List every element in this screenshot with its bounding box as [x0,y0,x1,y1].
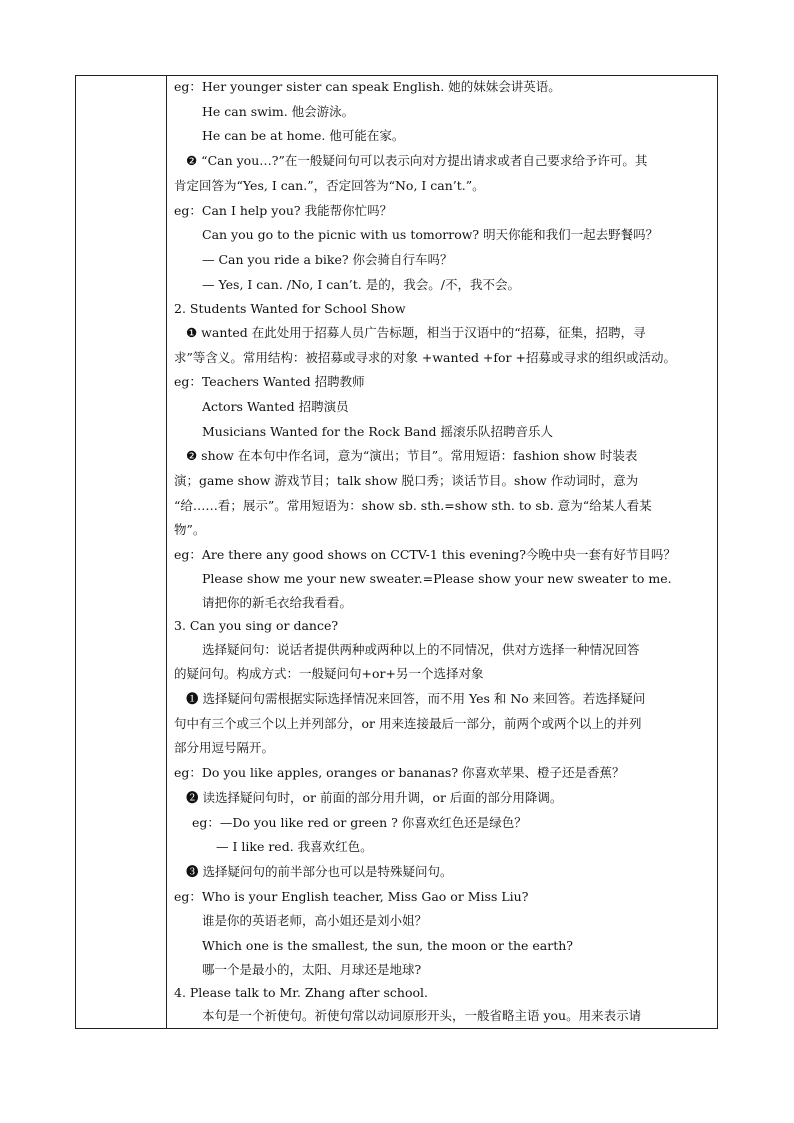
example-line: Which one is the smallest, the sun, the moon or the earth? [202,938,573,953]
note-line: 选择疑问句：说话者提供两种或两种以上的不同情况，供对方选择一种情况回答 [202,642,640,657]
example-line: Musicians Wanted for the Rock Band 摇滚乐队招聘音乐人 [202,424,554,439]
example-line: 请把你的新毛衣给我看看。 [202,595,353,610]
note-line: ❸ 选择疑问句的前半部分也可以是特殊疑问句。 [186,864,453,879]
example-line: eg：Do you like apples, oranges or bananas? 你喜欢苹果、橙子还是香蕉？ [174,765,625,780]
note-line: 物”。 [174,522,206,537]
section-heading: 3. Can you sing or dance? [174,618,339,633]
note-line: 演；game show 游戏节目；talk show 脱口秀；谈话节目。show 作动词时，意为 [174,473,639,488]
example-line: 哪一个是最小的，太阳、月球还是地球? [202,962,422,977]
note-line: 部分用逗号隔开。 [174,740,275,755]
note-line: 本句是一个祈使句。祈使句常以动词原形开头，一般省略主语 you。用来表示请 [202,1008,642,1023]
content-cell [174,76,716,1028]
note-line: 句中有三个或三个以上并列部分，or 用来连接最后一部分，前两个或两个以上的并列 [174,716,642,731]
example-line: eg：Her younger sister can speak English. 她的妹妹会讲英语。 [174,79,561,94]
example-line: eg：Are there any good shows on CCTV-1 this evening?今晚中央一套有好节目吗？ [174,547,676,562]
example-line: Actors Wanted 招聘演员 [202,399,349,414]
example-line: He can swim. 他会游泳。 [202,104,355,119]
example-line: Can you go to the picnic with us tomorrow? 明天你能和我们一起去野餐吗？ [202,227,659,242]
left-column-cell [76,76,167,1028]
section-heading: 2. Students Wanted for School Show [174,301,406,316]
note-line: ❷ show 在本句中作名词，意为“演出；节目”。常用短语：fashion show 时装表 [186,448,638,463]
section-heading: 4. Please talk to Mr. Zhang after school. [174,985,428,1000]
example-line: — I like red. 我喜欢红色。 [216,839,373,854]
example-line: Please show me your new sweater.=Please show your new sweater to me. [202,571,672,586]
note-line: 肯定回答为“Yes, I can.”，否定回答为“No, I can’t.”。 [174,178,485,193]
note-line: 求”等含义。常用结构：被招募或寻求的对象 +wanted +for +招募或寻求的组织或活动。 [174,350,676,365]
example-line: He can be at home. 他可能在家。 [202,128,405,143]
note-line: ❷ “Can you…?”在一般疑问句可以表示向对方提出请求或者自己要求给予许可。其 [186,153,648,168]
example-line: — Yes, I can. /No, I can’t. 是的，我会。/不，我不会。 [202,277,520,292]
example-line: — Can you ride a bike? 你会骑自行车吗？ [202,252,453,267]
example-line: eg：Who is your English teacher, Miss Gao or Miss Liu? [174,889,529,904]
note-line: ❶ 选择疑问句需根据实际选择情况来回答，而不用 Yes 和 No 来回答。若选择疑问 [186,691,646,706]
note-line: “给……看；展示”。常用短语为：show sb. sth.=show sth. to sb. 意为“给某人看某 [174,498,652,513]
example-line: eg：Can I help you? 我能帮你忙吗？ [174,203,393,218]
note-line: ❶ wanted 在此处用于招募人员广告标题，相当于汉语中的“招募，征集，招聘，寻 [186,325,646,340]
note-line: ❷ 读选择疑问句时，or 前面的部分用升调，or 后面的部分用降调。 [186,790,563,805]
note-line: 的疑问句。构成方式：一般疑问句+or+另一个选择对象 [174,666,484,681]
example-line: eg：Teachers Wanted 招聘教师 [174,374,365,389]
notes-table [75,75,718,1029]
example-line: eg：—Do you like red or green ? 你喜欢红色还是绿色？ [192,815,527,830]
example-line: 谁是你的英语老师，高小姐还是刘小姐？ [202,913,428,928]
